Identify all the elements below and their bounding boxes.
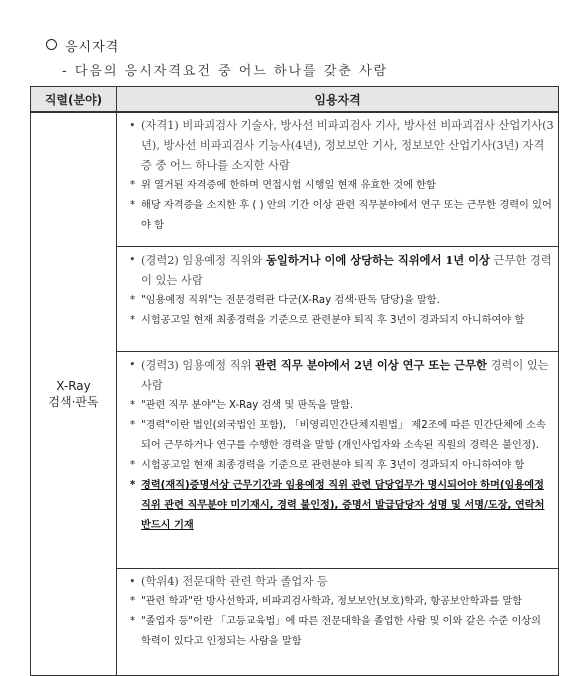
category-line-2: 검색·판독 xyxy=(48,395,99,409)
section-heading xyxy=(46,36,119,55)
block-career3 xyxy=(117,352,559,569)
note-item: * 위 열거된 자격증에 한하며 면접시험 시행일 현재 유효한 것에 한함 xyxy=(130,180,436,191)
block-lead: • (경력3) 임용예정 직위 관련 직무 분야에서 2년 이상 연구 또는 근무한 경력이 있는 사람 xyxy=(127,355,554,396)
note-item-emphasis: * 경력(재직)증명서상 근무기간과 임용예정 직위 관련 담당업무가 명시되어야 하며(임용예정 직위 관련 직무분야 미기재시, 경력 불인정), 증명서 발급담당자 성명 및 서명/도장, 연락처 반드시 기재 xyxy=(130,480,545,531)
note-item: * "경력"이란 법인(외국법인 포함), 「비영리민간단체지원법」 제2조에 따른 민간단체에 소속되어 근무하거나 연구를 수행한 경력을 말함 (개인사업자와 소속된 직원의 경력은 불인정). xyxy=(130,420,546,451)
table-row xyxy=(31,112,559,247)
note-item: * "관련 직무 분야"는 X-Ray 검색 및 판독을 말함. xyxy=(130,400,354,411)
bullet-icon: • xyxy=(129,253,136,266)
circle-bullet-icon xyxy=(46,39,57,50)
col-header-qualification: 임용자격 xyxy=(117,87,559,113)
category-cell xyxy=(31,112,117,676)
qualification-table xyxy=(30,86,559,676)
block-lead: • (학위4) 전문대학 관련 학과 졸업자 등 xyxy=(127,572,554,592)
section-subtitle: - 다음의 응시자격요건 중 어느 하나를 갖춘 사람 xyxy=(62,64,389,79)
block-license xyxy=(117,112,559,247)
bullet-icon: • xyxy=(129,358,136,371)
note-item: * 시험공고일 현재 최종경력을 기준으로 관련분야 퇴직 후 3년이 경과되지 아니하여야 함 xyxy=(130,315,525,326)
note-item: * "졸업자 등"이란 「고등교육법」에 따른 전문대학을 졸업한 사람 및 이와 같은 수준 이상의 학력이 있다고 인정되는 사람을 말함 xyxy=(130,616,541,647)
category-line-1: X-Ray xyxy=(56,379,91,393)
note-item: * 시험공고일 현재 최종경력을 기준으로 관련분야 퇴직 후 3년이 경과되지 아니하여야 함 xyxy=(130,460,525,471)
table-header-row xyxy=(31,87,559,113)
col-header-field: 직렬(분야) xyxy=(31,87,117,113)
block-degree xyxy=(117,569,559,676)
note-item: * "관련 학과"란 방사선학과, 비파괴검사학과, 정보보안(보호)학과, 항공보안학과를 말함 xyxy=(130,596,523,607)
block-career2 xyxy=(117,247,559,352)
block-lead: • (자격1) 비파괴검사 기술사, 방사선 비파괴검사 기사, 방사선 비파괴검사 산업기사(3년), 방사선 비파괴검사 기능사(4년), 정보보안 기사, 정보보안 산업기사(3년) 자격증 중 어느 하나를 소지한 사람 xyxy=(127,116,554,176)
block-lead: • (경력2) 임용예정 직위와 동일하거나 이에 상당하는 직위에서 1년 이상 근무한 경력이 있는 사람 xyxy=(127,250,554,291)
section-title: 응시자격 xyxy=(65,40,120,55)
bullet-icon: • xyxy=(129,575,136,588)
note-item: * "임용예정 직위"는 전문경력관 다군(X-Ray 검색·판독 담당)을 말함. xyxy=(130,295,440,306)
note-item: * 해당 자격증을 소지한 후 ( ) 안의 기간 이상 관련 직무분야에서 연구 또는 근무한 경력이 있어야 함 xyxy=(130,200,552,231)
bullet-icon: • xyxy=(129,119,136,132)
